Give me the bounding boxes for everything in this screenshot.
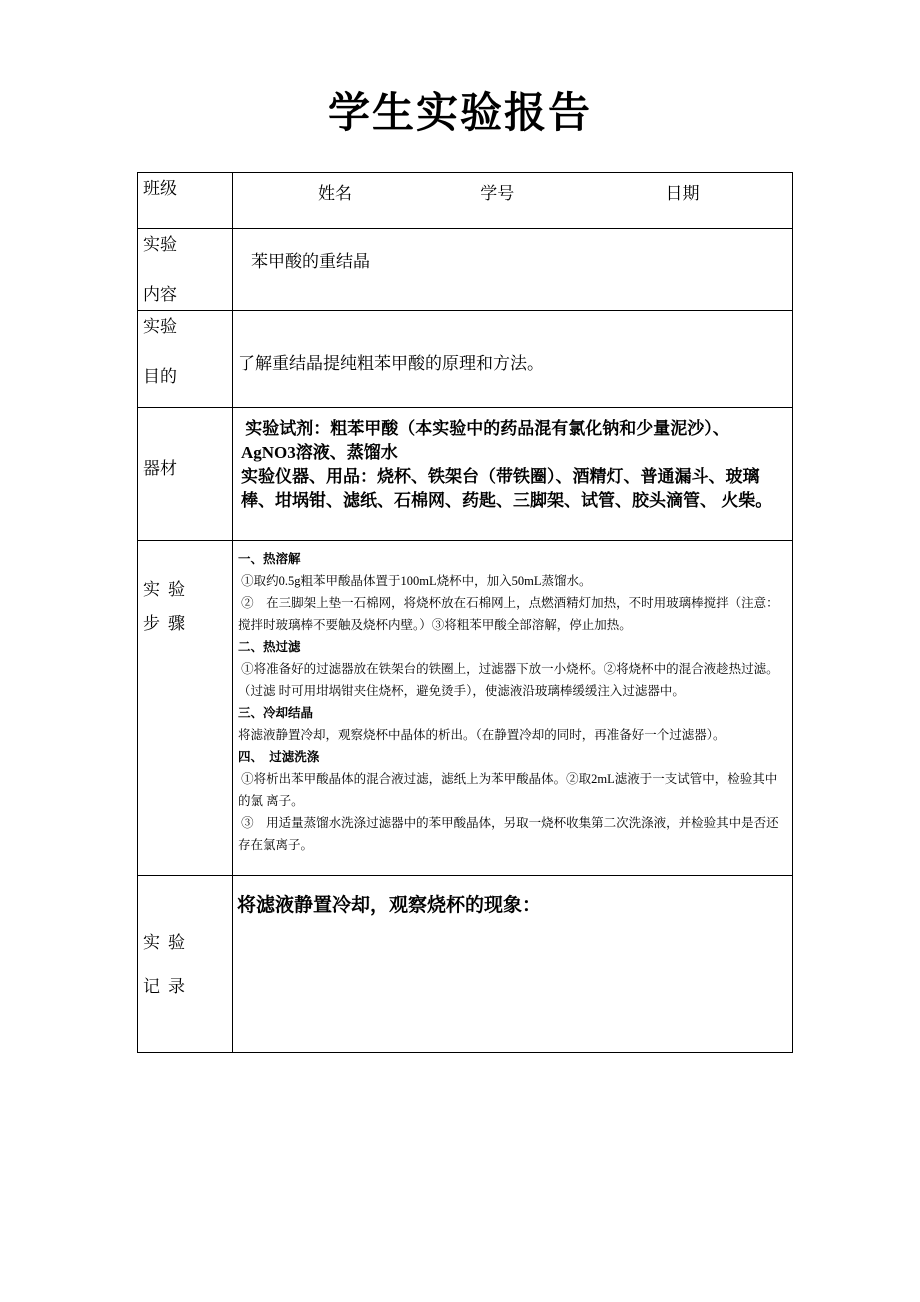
step-paragraph: 二、热过滤 — [238, 640, 301, 654]
experiment-record-text: 将滤液静置冷却，观察烧杯的现象： — [237, 895, 542, 916]
steps-label-cell — [138, 541, 233, 876]
report-table — [137, 172, 793, 1053]
record-value-cell — [233, 876, 793, 1053]
step-paragraph: ①将准备好的过滤器放在铁架台的铁圈上，过滤器下放一小烧杯。②将烧杯中的混合液趁热过滤。（过滤 时可用坩埚钳夹住烧杯，避免烫手），使滤液沿玻璃棒缓缓注入过滤器中。 — [238, 662, 779, 698]
equipment-label-cell — [138, 408, 233, 541]
row-equipment — [138, 408, 793, 541]
document-title: 学生实验报告 — [327, 91, 592, 137]
row-class-info — [138, 173, 793, 229]
step-paragraph: 四、 过滤洗涤 — [238, 750, 320, 764]
instruments-text: 实验仪器、用品：烧杯、铁架台（带铁圈）、酒精灯、普通漏斗、玻璃棒、坩埚钳、滤纸、石棉网、药匙、三脚架、试管、胶头滴管、 火柴。 — [241, 467, 773, 510]
record-label-line2: 记录 — [143, 976, 193, 996]
purpose-label-line2: 目的 — [143, 367, 177, 386]
row-experiment-purpose — [138, 311, 793, 408]
step-paragraph: ③ 用适量蒸馏水洗涤过滤器中的苯甲酸晶体，另取一烧杯收集第二次洗涤液，并检验其中是否还存在氯离子。 — [238, 816, 779, 852]
class-info-cell — [233, 173, 793, 229]
name-label: 姓名 — [318, 184, 352, 203]
record-label-line1: 实验 — [143, 932, 193, 952]
experiment-content-text: 苯甲酸的重结晶 — [251, 252, 370, 271]
purpose-value-cell — [233, 311, 793, 408]
step-paragraph: 三、冷却结晶 — [238, 706, 314, 720]
step-paragraph: ② 在三脚架上垫一石棉网，将烧杯放在石棉网上，点燃酒精灯加热，不时用玻璃棒搅拌（注意：搅拌时玻璃棒不要触及烧杯内壁。）③将粗苯甲酸全部溶解，停止加热。 — [238, 596, 779, 632]
steps-content — [233, 541, 793, 876]
row-experiment-content — [138, 229, 793, 311]
row-experiment-steps — [138, 541, 793, 876]
date-label: 日期 — [665, 184, 700, 203]
step-paragraph: 一、热溶解 — [238, 552, 301, 566]
content-label-cell — [138, 229, 233, 311]
steps-label-line1: 实验 — [143, 580, 193, 599]
class-label-cell — [138, 173, 233, 229]
step-paragraph: 将滤液静置冷却，观察烧杯中晶体的析出。（在静置冷却的同时，再准备好一个过滤器）。 — [238, 728, 726, 742]
class-label: 班级 — [143, 179, 177, 198]
content-label-line2: 内容 — [143, 285, 177, 304]
purpose-label-line1: 实验 — [143, 317, 177, 336]
equipment-value-cell — [233, 408, 793, 541]
experiment-purpose-text: 了解重结晶提纯粗苯甲酸的原理和方法。 — [238, 354, 544, 373]
record-label-cell — [138, 876, 233, 1053]
equipment-label: 器材 — [143, 459, 177, 478]
step-paragraph: ①取约0.5g粗苯甲酸晶体置于100mL烧杯中，加入50mL蒸馏水。 — [238, 574, 592, 588]
step-paragraph: ①将析出苯甲酸晶体的混合液过滤，滤纸上为苯甲酸晶体。②取2mL滤液于一支试管中，检验其中的氯 离子。 — [238, 772, 778, 808]
reagents-line1: 实验试剂：粗苯甲酸（本实验中的药品混有氯化钠和少量泥沙）、 — [241, 419, 730, 438]
content-value-cell — [233, 229, 793, 311]
purpose-label-cell — [138, 311, 233, 408]
steps-label-line2: 步骤 — [143, 614, 193, 633]
student-id-label: 学号 — [480, 184, 515, 203]
content-label-line1: 实验 — [143, 235, 177, 254]
reagents-line2: AgNO3溶液、蒸馏水 — [241, 443, 398, 462]
row-experiment-record — [138, 876, 793, 1053]
